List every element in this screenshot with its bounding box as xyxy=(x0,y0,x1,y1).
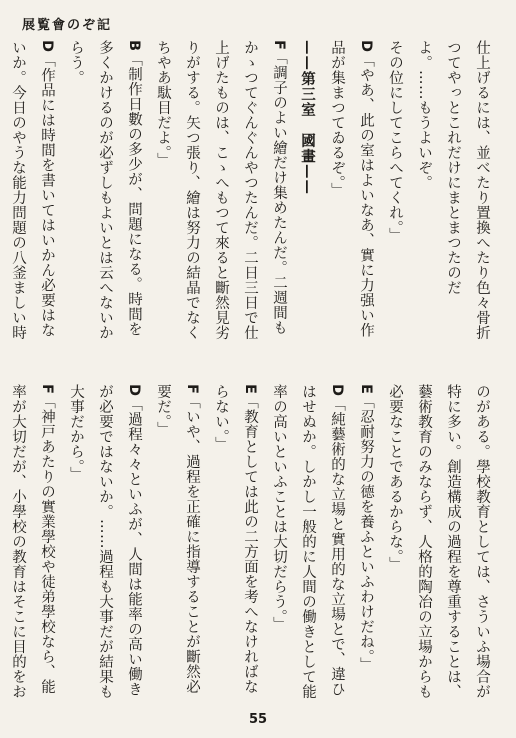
dialogue-paragraph xyxy=(61,40,148,350)
speaker-label: D xyxy=(329,384,345,397)
dialogue-paragraph xyxy=(322,40,380,350)
paragraph-text: 「神戸あたりの實業學校や徒弟學校なら、能率が大切だが、小學校の教育はそこに目的をお xyxy=(10,384,55,699)
dialogue-paragraph xyxy=(264,384,351,706)
dialogue-paragraph xyxy=(351,384,380,706)
dialogue-paragraph xyxy=(380,40,409,350)
speaker-label: F xyxy=(271,40,287,51)
dialogue-paragraph xyxy=(148,40,293,350)
speaker-label: E xyxy=(242,384,258,395)
running-header: 展覧會のぞ記 xyxy=(22,18,113,33)
speaker-label: B xyxy=(126,40,142,52)
dialogue-paragraph xyxy=(0,40,61,350)
speaker-label: D xyxy=(39,40,55,53)
speaker-label: E xyxy=(358,384,374,395)
dialogue-paragraph xyxy=(61,384,148,706)
paragraph-text: 「作品には時間を書いてはいかん必要はないか。今日のやうな能力問題の八釜ましい時 xyxy=(10,40,55,340)
paragraph-text: 「調子のよい繪だけ集めたんだ。二週間もかゝつてぐんぐんやつたんだ。二日三日で仕上げたものは、こゝへもつて來ると斷然見劣りがする。矢つ張り、繪は努力の結晶でなくちやあ駄目だよ。」 xyxy=(155,40,287,340)
paragraph-text: のがある。學校教育としては、さういふ場合が特に多い。創造構成の過程を尊重することは、藝術教育のみならず、人格的陶冶の立場からも必要なことであるからな。」 xyxy=(387,384,490,699)
paragraph-text: 「いや、過程を正確に指導することが斷然必要だ。」 xyxy=(155,384,200,695)
dialogue-paragraph xyxy=(0,384,61,706)
dialogue-paragraph xyxy=(380,384,496,706)
speaker-label: F xyxy=(39,384,55,395)
page-number: 55 xyxy=(248,712,268,727)
speaker-label: F xyxy=(184,384,200,395)
dialogue-paragraph xyxy=(409,40,496,350)
paragraph-text: 「純藝術的な立場と實用的な立場とで、違ひはせぬか。しかし一般的に人間の働きとして能率の高いといふことは大切だらう。」 xyxy=(271,384,345,699)
paragraph-text: 「過程々々といふが、人間は能率の高い働きが必要ではないか。……過程も大事だが結果も大事だから。」 xyxy=(68,384,142,699)
paragraph-text: 「教育としては此の二方面を考へなければならない。」 xyxy=(213,384,258,695)
text-column-block-bottom xyxy=(10,384,496,706)
paragraph-text: その位にしてこらへてくれ。」 xyxy=(387,40,403,243)
dialogue-paragraph xyxy=(148,384,206,706)
section-heading xyxy=(293,40,322,350)
paragraph-text: 「やあ、此の室はよいなあ、實に力强い作品が集まつてゐるぞ。」 xyxy=(329,40,374,338)
dialogue-paragraph xyxy=(206,384,264,706)
speaker-label: D xyxy=(358,40,374,53)
paragraph-text: ——第三室 國畫—— xyxy=(299,40,316,195)
speaker-label: D xyxy=(126,384,142,397)
text-column-block-top xyxy=(10,40,496,350)
paragraph-text: 「忍耐努力の德を養ふといふわけだね。」 xyxy=(358,394,374,673)
paragraph-text: 仕上げるには、並べたり置換へたり色々骨折つてやっとこれだけにまとまつたのだよ。……もうよいぞ。 xyxy=(416,40,490,340)
paragraph-text: 「制作日數の多少が、問題になる。時間を多くかけるのが必ずしもよいとは云へないからう。 xyxy=(68,40,142,340)
